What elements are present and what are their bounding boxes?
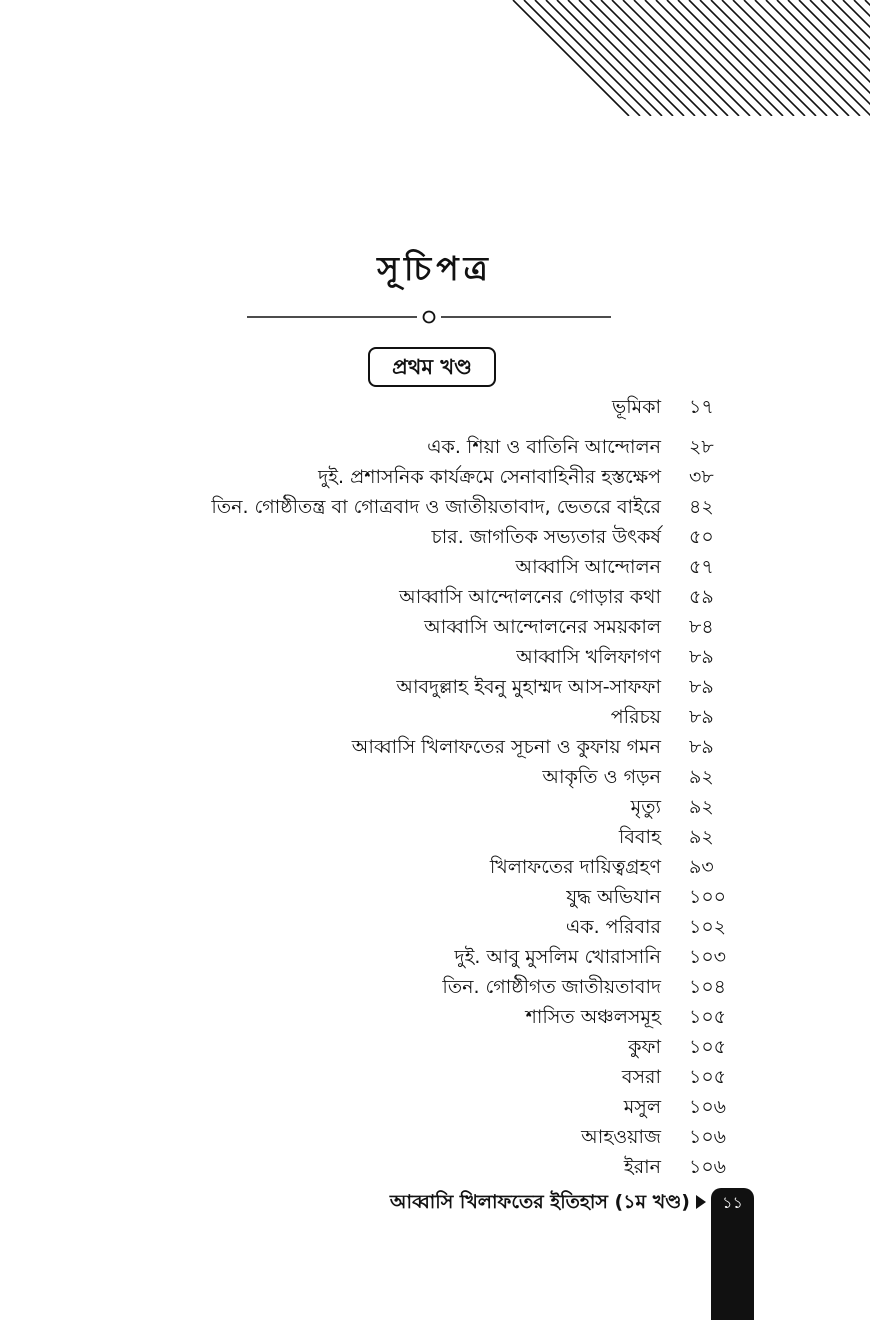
toc-entry-page: ৯২ xyxy=(689,796,714,818)
toc-entry-title: তিন. গোষ্ঠীগত জাতীয়তাবাদ xyxy=(442,976,661,998)
toc-entry xyxy=(0,1122,870,1152)
toc-entry-page: ৮৯ xyxy=(689,676,714,698)
toc-entry xyxy=(0,792,870,822)
toc-entry-page: ১০৬ xyxy=(689,1096,727,1118)
toc-entry-page: ৫০ xyxy=(689,526,714,548)
toc-entry-page: ২৮ xyxy=(689,436,714,458)
toc-entry-title: আব্বাসি খিলাফতের সূচনা ও কুফায় গমন xyxy=(351,736,661,758)
toc-entry-page: ৮৯ xyxy=(689,706,714,728)
toc-entry-page: ৯২ xyxy=(689,826,714,848)
toc-entry-title: ভূমিকা xyxy=(612,396,661,418)
toc-entry-title: আব্বাসি আন্দোলনের গোড়ার কথা xyxy=(399,586,661,608)
toc-entry-page: ১০৪ xyxy=(689,976,727,998)
toc-entry-title: আব্বাসি খলিফাগণ xyxy=(516,646,661,668)
toc-entry-title: মসুল xyxy=(623,1096,661,1118)
toc-entry-title: আবদুল্লাহ ইবনু মুহাম্মদ আস-সাফফা xyxy=(396,676,661,698)
toc-entry-title: যুদ্ধ অভিযান xyxy=(566,886,661,908)
footer-book-title: আব্বাসি খিলাফতের ইতিহাস (১ম খণ্ড) xyxy=(389,1191,690,1213)
toc-entry-page: ১০৫ xyxy=(689,1006,727,1028)
toc-entry-title: মৃত্যু xyxy=(630,796,661,818)
toc-entry xyxy=(0,492,870,522)
toc-entry-page: ৫৭ xyxy=(689,556,714,578)
toc-entry-title: আব্বাসি আন্দোলন xyxy=(515,556,661,578)
toc-entry xyxy=(0,912,870,942)
toc-entry-title: এক. শিয়া ও বাতিনি আন্দোলন xyxy=(427,436,661,458)
toc-entry-title: শাসিত অঞ্চলসমূহ xyxy=(525,1006,661,1028)
toc-entry-page: ১০৬ xyxy=(689,1156,727,1178)
toc-entry-page: ১০০ xyxy=(689,886,727,908)
toc-entry-page: ১০৬ xyxy=(689,1126,727,1148)
toc-entry-title: এক. পরিবার xyxy=(565,916,661,938)
toc-entry xyxy=(0,392,870,422)
toc-entry xyxy=(0,702,870,732)
page-number-tab xyxy=(711,1188,754,1320)
toc-entry-title: বসরা xyxy=(621,1066,661,1088)
toc-entry xyxy=(0,672,870,702)
toc-entry-title: ইরান xyxy=(623,1156,661,1178)
toc-entry-page: ১০৫ xyxy=(689,1066,727,1088)
toc-entry-page: ৮৯ xyxy=(689,646,714,668)
toc-entry xyxy=(0,582,870,612)
toc-entry xyxy=(0,552,870,582)
toc-entry-title: আকৃতি ও গড়ন xyxy=(542,766,661,788)
toc-entry xyxy=(0,522,870,552)
toc-entry-page: ৯৩ xyxy=(689,856,714,878)
toc-entry-page: ৩৮ xyxy=(689,466,714,488)
toc-entry xyxy=(0,1002,870,1032)
toc-entry-title: পরিচয় xyxy=(610,706,661,728)
toc-entry xyxy=(0,612,870,642)
toc-entry xyxy=(0,1092,870,1122)
page-title: সূচিপত্র xyxy=(377,249,493,288)
toc-entry-page: ১০৩ xyxy=(689,946,727,968)
toc-entry xyxy=(0,732,870,762)
toc-entry-page: ১৭ xyxy=(689,396,714,418)
toc-entry xyxy=(0,1152,870,1182)
toc-entry-page: ৮৪ xyxy=(689,616,714,638)
toc-entry xyxy=(0,642,870,672)
toc-entry-title: আব্বাসি আন্দোলনের সময়কাল xyxy=(424,616,661,638)
toc-entry-title: খিলাফতের দায়িত্বগ্রহণ xyxy=(489,856,661,878)
toc-entry-page: ৫৯ xyxy=(689,586,714,608)
footer-arrow-icon xyxy=(696,1195,706,1209)
toc-entry xyxy=(0,1062,870,1092)
toc-entry-title: দুই. আবু মুসলিম খোরাসানি xyxy=(454,946,661,968)
toc-entry-title: চার. জাগতিক সভ্যতার উৎকর্ষ xyxy=(431,526,661,548)
toc-entry xyxy=(0,822,870,852)
toc-entry-page: ৯২ xyxy=(689,766,714,788)
toc-entry-page: ৪২ xyxy=(689,496,714,518)
toc-entry-page: ৮৯ xyxy=(689,736,714,758)
section-label: প্রথম খণ্ড xyxy=(368,347,496,387)
toc-entry-title: দুই. প্রশাসনিক কার্যক্রমে সেনাবাহিনীর হস্তক্ষেপ xyxy=(318,466,661,488)
toc-entry xyxy=(0,972,870,1002)
toc-entry xyxy=(0,432,870,462)
toc-entry xyxy=(0,462,870,492)
toc-entry-title: বিবাহ xyxy=(618,826,661,848)
toc-entry xyxy=(0,942,870,972)
toc-entry xyxy=(0,762,870,792)
toc-entry-page: ১০৫ xyxy=(689,1036,727,1058)
toc-entry xyxy=(0,882,870,912)
page-number: ১১ xyxy=(722,1193,743,1212)
toc-entry-title: কুফা xyxy=(628,1036,661,1058)
toc-entry-page: ১০২ xyxy=(689,916,727,938)
toc-entry xyxy=(0,852,870,882)
toc-entry-title: তিন. গোষ্ঠীতন্ত্র বা গোত্রবাদ ও জাতীয়তাবাদ, ভেতরে বাইরে xyxy=(211,496,661,518)
toc-entry-title: আহওয়াজ xyxy=(581,1126,661,1148)
toc-entry xyxy=(0,1032,870,1062)
